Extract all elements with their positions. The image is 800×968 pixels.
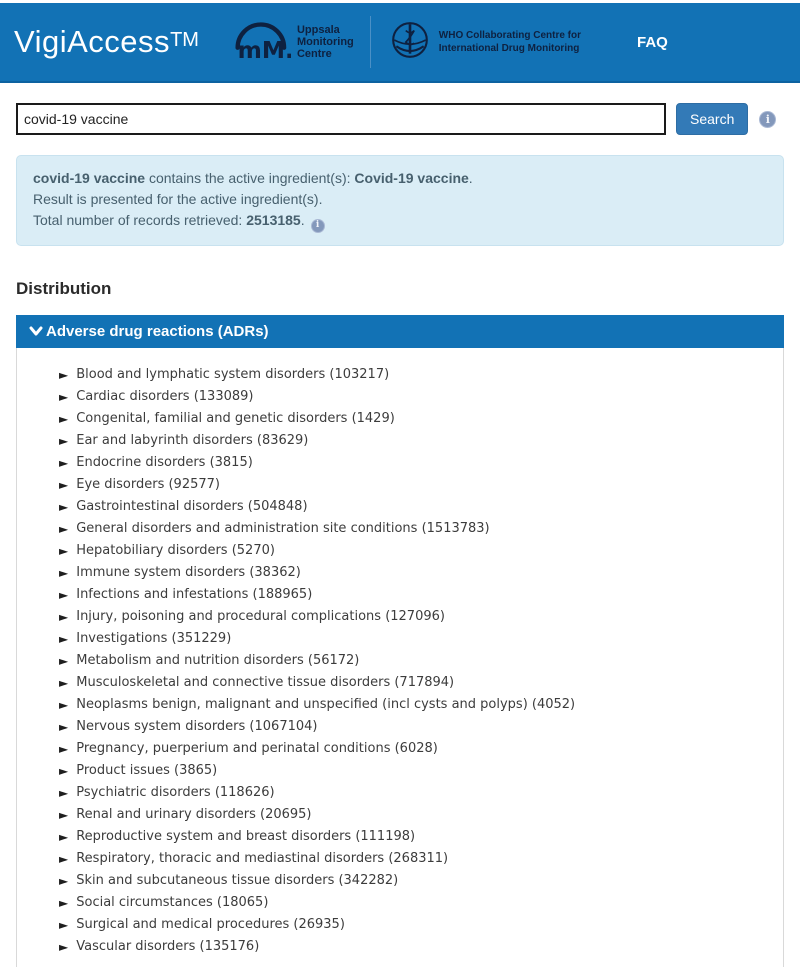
adr-list-item[interactable]	[59, 408, 783, 430]
adr-label[interactable]: Reproductive system and breast disorders (111198)	[76, 829, 416, 844]
triangle-right-icon[interactable]: ►	[59, 389, 69, 404]
adr-label[interactable]: Pregnancy, puerperium and perinatal conditions (6028)	[76, 741, 438, 756]
header-divider	[370, 16, 371, 68]
adr-list-item[interactable]	[59, 606, 783, 628]
triangle-right-icon[interactable]: ►	[59, 675, 69, 690]
adr-label[interactable]: Injury, poisoning and procedural complications (127096)	[76, 609, 445, 624]
adr-list	[17, 348, 783, 958]
triangle-right-icon[interactable]: ►	[59, 719, 69, 734]
adr-label[interactable]: Respiratory, thoracic and mediastinal disorders (268311)	[76, 851, 449, 866]
triangle-right-icon[interactable]: ►	[59, 543, 69, 558]
summary-line-3: Total number of records retrieved: 2513185. i	[33, 210, 767, 233]
adr-list-item[interactable]	[59, 364, 783, 386]
triangle-right-icon[interactable]: ►	[59, 521, 69, 536]
adr-label[interactable]: Immune system disorders (38362)	[76, 565, 301, 580]
adr-label[interactable]: Infections and infestations (188965)	[76, 587, 313, 602]
triangle-right-icon[interactable]: ►	[59, 455, 69, 470]
adr-label[interactable]: Endocrine disorders (3815)	[76, 455, 253, 470]
adr-label[interactable]: Ear and labyrinth disorders (83629)	[76, 433, 309, 448]
triangle-right-icon[interactable]: ►	[59, 411, 69, 426]
summary-line-2: Result is presented for the active ingredient(s).	[33, 191, 323, 207]
adr-label[interactable]: Surgical and medical procedures (26935)	[76, 917, 345, 932]
summary-line-1: covid-19 vaccine contains the active ingredient(s): Covid-19 vaccine.	[33, 170, 473, 186]
adr-label[interactable]: Vascular disorders (135176)	[76, 939, 260, 954]
adr-label[interactable]: Eye disorders (92577)	[76, 477, 220, 492]
chevron-down-icon	[29, 324, 43, 338]
adr-list-item[interactable]	[59, 650, 783, 672]
triangle-right-icon[interactable]: ►	[59, 565, 69, 580]
triangle-right-icon[interactable]: ►	[59, 939, 69, 954]
adr-list-item[interactable]	[59, 474, 783, 496]
adr-list-item[interactable]	[59, 892, 783, 914]
adr-label[interactable]: Metabolism and nutrition disorders (56172)	[76, 653, 360, 668]
adr-list-item[interactable]	[59, 628, 783, 650]
adr-list-item[interactable]	[59, 716, 783, 738]
adr-list-item[interactable]	[59, 804, 783, 826]
adr-list-item[interactable]	[59, 672, 783, 694]
search-section	[16, 103, 784, 135]
trademark-symbol: TM	[170, 29, 199, 51]
adr-label[interactable]: Renal and urinary disorders (20695)	[76, 807, 312, 822]
triangle-right-icon[interactable]: ►	[59, 367, 69, 382]
app-header	[0, 3, 800, 83]
triangle-right-icon[interactable]: ►	[59, 763, 69, 778]
adr-list-item[interactable]	[59, 870, 783, 892]
triangle-right-icon[interactable]: ►	[59, 851, 69, 866]
adr-label[interactable]: Cardiac disorders (133089)	[76, 389, 254, 404]
triangle-right-icon[interactable]: ►	[59, 917, 69, 932]
brand-text: VigiAccess	[14, 24, 171, 59]
adr-list-item[interactable]	[59, 782, 783, 804]
distribution-heading: Distribution	[16, 278, 112, 298]
adr-label[interactable]: Blood and lymphatic system disorders (103217)	[76, 367, 390, 382]
adr-list-item[interactable]	[59, 914, 783, 936]
triangle-right-icon[interactable]: ►	[59, 873, 69, 888]
triangle-right-icon[interactable]: ►	[59, 785, 69, 800]
adr-list-item[interactable]	[59, 518, 783, 540]
adr-list-item[interactable]	[59, 848, 783, 870]
triangle-right-icon[interactable]: ►	[59, 609, 69, 624]
adr-label[interactable]: Neoplasms benign, malignant and unspecified (incl cysts and polyps) (4052)	[76, 697, 576, 712]
triangle-right-icon[interactable]: ►	[59, 653, 69, 668]
adr-label[interactable]: Product issues (3865)	[76, 763, 218, 778]
adr-list-item[interactable]	[59, 936, 783, 958]
adr-label[interactable]: Skin and subcutaneous tissue disorders (342282)	[76, 873, 399, 888]
search-button[interactable]: Search	[676, 103, 748, 135]
uppsala-monitoring-centre-logo	[229, 15, 354, 70]
adr-label[interactable]: Congenital, familial and genetic disorders (1429)	[76, 411, 395, 426]
adr-list-item[interactable]	[59, 760, 783, 782]
triangle-right-icon[interactable]: ►	[59, 741, 69, 756]
adr-list-item[interactable]	[59, 430, 783, 452]
adr-label[interactable]: Psychiatric disorders (118626)	[76, 785, 275, 800]
adr-panel-header[interactable]	[16, 315, 784, 348]
umc-mark-icon	[229, 15, 291, 70]
adr-label[interactable]: Investigations (351229)	[76, 631, 232, 646]
adr-list-item[interactable]	[59, 826, 783, 848]
adr-list-item[interactable]	[59, 694, 783, 716]
triangle-right-icon[interactable]: ►	[59, 477, 69, 492]
adr-list-item[interactable]	[59, 496, 783, 518]
adr-list-item[interactable]	[59, 738, 783, 760]
adr-list-item[interactable]	[59, 584, 783, 606]
adr-label[interactable]: Gastrointestinal disorders (504848)	[76, 499, 308, 514]
faq-link[interactable]: FAQ	[637, 33, 668, 51]
result-summary-box	[16, 155, 784, 246]
triangle-right-icon[interactable]: ►	[59, 807, 69, 822]
adr-list-item[interactable]	[59, 562, 783, 584]
adr-list-item[interactable]	[59, 540, 783, 562]
triangle-right-icon[interactable]: ►	[59, 587, 69, 602]
adr-label[interactable]: Musculoskeletal and connective tissue disorders (717894)	[76, 675, 455, 690]
triangle-right-icon[interactable]: ►	[59, 631, 69, 646]
triangle-right-icon[interactable]: ►	[59, 697, 69, 712]
triangle-right-icon[interactable]: ►	[59, 895, 69, 910]
records-info-icon[interactable]: i	[311, 219, 325, 233]
triangle-right-icon[interactable]: ►	[59, 433, 69, 448]
adr-list-item[interactable]	[59, 452, 783, 474]
adr-label[interactable]: Hepatobiliary disorders (5270)	[76, 543, 275, 558]
triangle-right-icon[interactable]: ►	[59, 829, 69, 844]
vigiaccess-logo	[14, 24, 199, 60]
who-emblem-icon	[389, 19, 431, 66]
search-input[interactable]	[16, 103, 666, 135]
who-logo-text: WHO Collaborating Centre for International Drug Monitoring	[438, 30, 582, 54]
search-info-icon[interactable]: i	[759, 111, 776, 128]
umc-logo-text: Uppsala Monitoring Centre	[296, 24, 354, 60]
svg-text:mM.: mM.	[237, 36, 291, 64]
who-collaborating-centre-logo	[389, 19, 581, 66]
adr-label[interactable]: Social circumstances (18065)	[76, 895, 269, 910]
adr-panel-title: Adverse drug reactions (ADRs)	[46, 322, 269, 340]
adr-label[interactable]: Nervous system disorders (1067104)	[76, 719, 318, 734]
adr-panel	[16, 315, 784, 967]
adr-list-item[interactable]	[59, 386, 783, 408]
triangle-right-icon[interactable]: ►	[59, 499, 69, 514]
adr-panel-body	[16, 348, 784, 967]
adr-label[interactable]: General disorders and administration site conditions (1513783)	[76, 521, 490, 536]
